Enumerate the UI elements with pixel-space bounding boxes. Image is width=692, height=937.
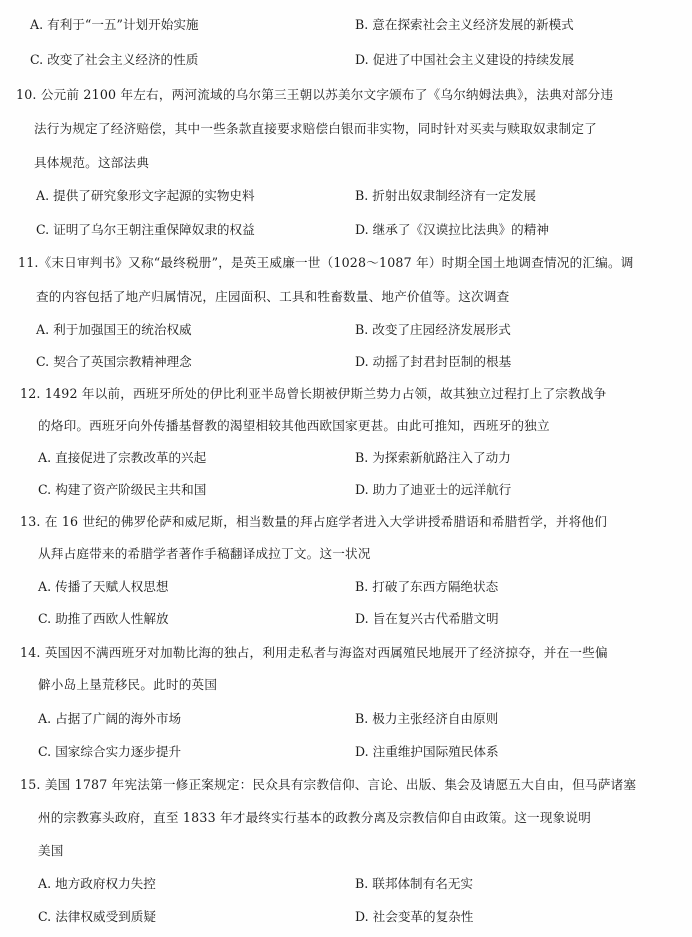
q11-stem-line2: 查的内容包括了地产归属情况，庄园面积、工具和牲畜数量、地产价值等。这次调查 bbox=[36, 289, 510, 304]
q9-option-a: A. 有利于“一五”计划开始实施 bbox=[30, 17, 199, 32]
q10-stem-line1: 10. 公元前 2100 年左右，两河流域的乌尔第三王朝以苏美尔文字颁布了《乌尔纳姆法典》，法典对部分违 bbox=[16, 87, 614, 102]
q11-stem-line1: 11.《末日审判书》又称“最终税册”，是英王威廉一世（1028～1087 年）时期全国土地调查情况的汇编。调 bbox=[18, 255, 634, 270]
q10-option-d: D. 继承了《汉谟拉比法典》的精神 bbox=[355, 222, 549, 237]
q15-option-b: B. 联邦体制有名无实 bbox=[355, 876, 474, 891]
q12-option-a: A. 直接促进了宗教改革的兴起 bbox=[38, 450, 207, 465]
q10-stem-line2: 法行为规定了经济赔偿，其中一些条款直接要求赔偿白银而非实物，同时针对买卖与赎取奴隶制定了 bbox=[34, 121, 597, 136]
q10-option-c: C. 证明了乌尔王朝注重保障奴隶的权益 bbox=[36, 222, 255, 237]
q13-stem-line2: 从拜占庭带来的希腊学者著作手稿翻译成拉丁文。这一状况 bbox=[38, 546, 371, 561]
q13-stem-line1: 13. 在 16 世纪的佛罗伦萨和威尼斯，相当数量的拜占庭学者进入大学讲授希腊语和希腊哲学，并将他们 bbox=[20, 514, 608, 529]
q13-option-b: B. 打破了东西方隔绝状态 bbox=[355, 579, 499, 594]
q14-option-a: A. 占据了广阔的海外市场 bbox=[38, 711, 182, 726]
q11-option-b: B. 改变了庄园经济发展形式 bbox=[355, 322, 511, 337]
q14-stem-line1: 14. 英国因不满西班牙对加勒比海的独占，利用走私者与海盗对西属殖民地展开了经济掠夺，并在一些偏 bbox=[20, 645, 608, 660]
q14-option-b: B. 极力主张经济自由原则 bbox=[355, 711, 499, 726]
q15-option-c: C. 法律权威受到质疑 bbox=[38, 909, 156, 924]
q9-option-b: B. 意在探索社会主义经济发展的新模式 bbox=[355, 17, 574, 32]
q14-stem-line2: 僻小岛上垦荒移民。此时的英国 bbox=[38, 677, 218, 692]
q14-option-c: C. 国家综合实力逐步提升 bbox=[38, 744, 182, 759]
q12-stem-line2: 的烙印。西班牙向外传播基督教的渴望相较其他西欧国家更甚。由此可推知，西班牙的独立 bbox=[38, 418, 550, 433]
q11-option-c: C. 契合了英国宗教精神理念 bbox=[36, 354, 192, 369]
q10-option-b: B. 折射出奴隶制经济有一定发展 bbox=[355, 188, 536, 203]
q13-option-d: D. 旨在复兴古代希腊文明 bbox=[355, 611, 499, 626]
q10-stem-line3: 具体规范。这部法典 bbox=[34, 155, 150, 170]
q11-option-d: D. 动摇了封君封臣制的根基 bbox=[355, 354, 512, 369]
q15-stem-line3: 美国 bbox=[38, 843, 64, 858]
q14-option-d: D. 注重维护国际殖民体系 bbox=[355, 744, 499, 759]
q15-option-d: D. 社会变革的复杂性 bbox=[355, 909, 474, 924]
q9-option-c: C. 改变了社会主义经济的性质 bbox=[30, 52, 199, 67]
q15-stem-line2: 州的宗教寡头政府，直至 1833 年才最终实行基本的政教分离及宗教信仰自由政策。这一现象说明 bbox=[38, 810, 592, 825]
q12-option-b: B. 为探索新航路注入了动力 bbox=[355, 450, 511, 465]
q13-option-c: C. 助推了西欧人性解放 bbox=[38, 611, 169, 626]
q10-option-a: A. 提供了研究象形文字起源的实物史料 bbox=[36, 188, 255, 203]
q15-stem-line1: 15. 美国 1787 年宪法第一修正案规定：民众具有宗教信仰、言论、出版、集会及请愿五大自由，但马萨诸塞 bbox=[20, 777, 637, 792]
q12-option-d: D. 助力了迪亚士的远洋航行 bbox=[355, 482, 512, 497]
q11-option-a: A. 利于加强国王的统治权威 bbox=[36, 322, 192, 337]
q12-stem-line1: 12. 1492 年以前，西班牙所处的伊比利亚半岛曾长期被伊斯兰势力占领，故其独立过程打上了宗教战争 bbox=[20, 386, 607, 401]
q9-option-d: D. 促进了中国社会主义建设的持续发展 bbox=[355, 52, 575, 67]
q15-option-a: A. 地方政府权力失控 bbox=[38, 876, 156, 891]
q13-option-a: A. 传播了天赋人权思想 bbox=[38, 579, 169, 594]
q12-option-c: C. 构建了资产阶级民主共和国 bbox=[38, 482, 207, 497]
